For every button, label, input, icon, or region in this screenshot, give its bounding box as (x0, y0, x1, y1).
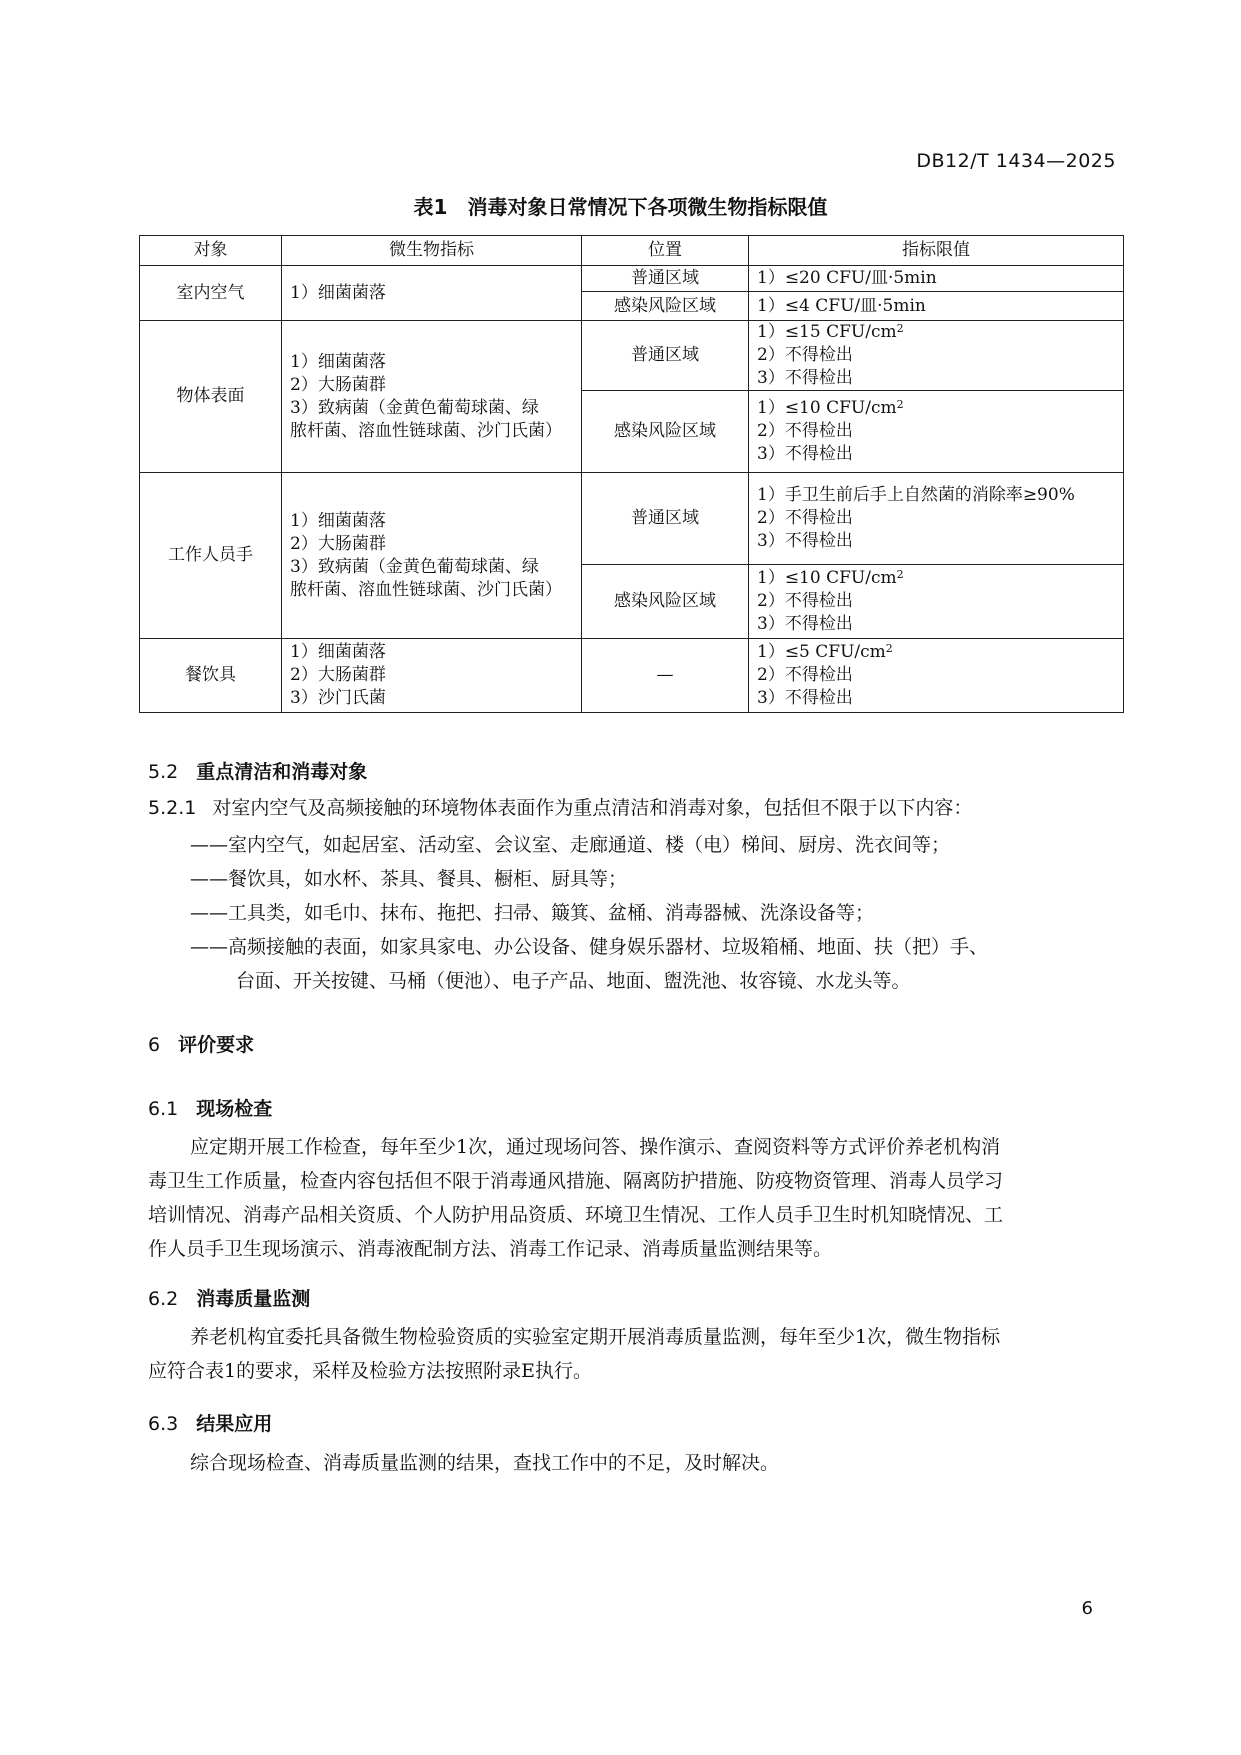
section-title: 结果应用 (196, 1413, 273, 1435)
location-cell: — (582, 639, 749, 713)
object-cell: 工作人员手 (140, 473, 282, 639)
limit-line: 3）不得检出 (757, 444, 853, 464)
indicator-line: 3）沙门氏菌 (290, 688, 386, 708)
section-title: 现场检查 (196, 1098, 273, 1120)
document-id: DB12/T 1434—2025 (916, 150, 1116, 172)
table-row (140, 473, 1124, 565)
column-header: 微生物指标 (282, 236, 582, 266)
paragraph-line: 养老机构宜委托具备微生物检验资质的实验室定期开展消毒质量监测，每年至少1次，微生物指标 (190, 1326, 1001, 1348)
list-item: ——工具类，如毛巾、抹布、拖把、扫帚、簸箕、盆桶、消毒器械、洗涤设备等； (190, 902, 875, 924)
indicator-line: 脓杆菌、溶血性链球菌、沙门氏菌） (290, 579, 562, 600)
limit-line: 3）不得检出 (757, 368, 853, 388)
section-number: 6.3 (148, 1413, 179, 1435)
table-header-row (140, 236, 1124, 266)
location-cell: 普通区域 (582, 321, 749, 391)
paragraph-6-2 (148, 1320, 1108, 1388)
limit-line: 2）不得检出 (757, 665, 853, 685)
paragraph-6-3: 综合现场检查、消毒质量监测的结果，查找工作中的不足，及时解决。 (190, 1452, 780, 1474)
indicator-line: 3）致病菌（金黄色葡萄球菌、绿 (290, 397, 539, 418)
section-number: 6.2 (148, 1288, 179, 1310)
limit-line: 2）不得检出 (757, 345, 853, 365)
section-title: 重点清洁和消毒对象 (196, 761, 368, 783)
limit-line: 1）≤10 CFU/$cm^2$ (757, 398, 904, 418)
indicator-line: 1）细菌菌落 (290, 642, 386, 662)
paragraph-line: 作人员手卫生现场演示、消毒液配制方法、消毒工作记录、消毒质量监测结果等。 (148, 1238, 833, 1260)
indicator-line: 2）大肠菌群 (290, 374, 386, 395)
location-cell: 感染风险区域 (582, 565, 749, 639)
limit-line: 1）≤5 CFU/$cm^2$ (757, 642, 893, 662)
section-heading-6-2 (148, 1284, 310, 1311)
table-row (140, 321, 1124, 391)
location-cell: 感染风险区域 (582, 292, 749, 321)
indicator-line: 2）大肠菌群 (290, 665, 386, 685)
limit-cell (749, 292, 1124, 321)
section-heading-6-3 (148, 1409, 272, 1436)
location-cell: 普通区域 (582, 266, 749, 292)
limit-cell (749, 321, 1124, 391)
section-heading-6 (148, 1030, 254, 1057)
paragraph-6-1 (148, 1130, 1108, 1266)
limit-line: 2）不得检出 (757, 591, 853, 611)
limit-cell (749, 639, 1124, 713)
paragraph-line: 毒卫生工作质量，检查内容包括但不限于消毒通风措施、隔离防护措施、防疫物资管理、消毒人员学习 (148, 1170, 1004, 1192)
column-header: 指标限值 (749, 236, 1124, 266)
limit-cell (749, 473, 1124, 565)
limit-line: 1）≤10 CFU/$cm^2$ (757, 568, 904, 588)
object-cell: 物体表面 (140, 321, 282, 473)
table-row (140, 639, 1124, 713)
limit-line: 3）不得检出 (757, 531, 853, 551)
limit-line: 1）≤4 CFU/皿·5min (757, 295, 926, 316)
indicator-line: 脓杆菌、溶血性链球菌、沙门氏菌） (290, 420, 562, 441)
section-heading-6-1 (148, 1094, 272, 1121)
section-heading-5-2 (148, 757, 367, 784)
limit-cell (749, 391, 1124, 473)
section-number: 6 (148, 1034, 161, 1056)
table-row (140, 266, 1124, 292)
indicator-cell (282, 473, 582, 639)
subsection-5-2-1 (148, 795, 972, 821)
limit-cell (749, 565, 1124, 639)
indicator-line: 2）大肠菌群 (290, 533, 386, 554)
limit-line: 1）≤15 CFU/$cm^2$ (757, 322, 904, 342)
limit-cell (749, 266, 1124, 292)
microbial-limits-table (139, 235, 1124, 713)
indicator-line: 3）致病菌（金黄色葡萄球菌、绿 (290, 556, 539, 577)
list-item: ——高频接触的表面，如家具家电、办公设备、健身娱乐器材、垃圾箱桶、地面、扶（把）手、 (190, 936, 989, 958)
limit-line: 1）手卫生前后手上自然菌的消除率≥90% (757, 485, 1075, 505)
limit-line: 2）不得检出 (757, 508, 853, 528)
indicator-line: 1）细菌菌落 (290, 510, 386, 531)
section-title: 评价要求 (178, 1034, 255, 1056)
indicator-cell (282, 321, 582, 473)
limit-line: 2）不得检出 (757, 421, 853, 441)
location-cell: 普通区域 (582, 473, 749, 565)
superscript: 2 (896, 398, 904, 411)
section-title: 消毒质量监测 (196, 1288, 311, 1310)
list-item-continuation: 台面、开关按键、马桶（便池）、电子产品、地面、盥洗池、妆容镜、水龙头等。 (236, 970, 911, 992)
paragraph-line: 应定期开展工作检查，每年至少1次，通过现场问答、操作演示、查阅资料等方式评价养老机构消 (190, 1136, 1001, 1158)
list-item: ——室内空气，如起居室、活动室、会议室、走廊通道、楼（电）梯间、厨房、洗衣间等； (190, 834, 951, 856)
indicator-cell (282, 639, 582, 713)
subsection-text: 对室内空气及高频接触的环境物体表面作为重点清洁和消毒对象，包括但不限于以下内容： (212, 797, 973, 819)
subsection-number: 5.2.1 (148, 797, 197, 819)
indicator-line: 1）细菌菌落 (290, 351, 386, 372)
location-cell: 感染风险区域 (582, 391, 749, 473)
table-title: 表1 消毒对象日常情况下各项微生物指标限值 (413, 195, 828, 219)
page-number: 6 (1081, 1598, 1093, 1619)
superscript: 2 (896, 568, 904, 581)
indicator-line: 1）细菌菌落 (290, 282, 386, 303)
superscript: 2 (885, 642, 893, 655)
indicator-cell (282, 266, 582, 321)
limit-line: 3）不得检出 (757, 688, 853, 708)
column-header: 位置 (582, 236, 749, 266)
limit-line: 1）≤20 CFU/皿·5min (757, 268, 937, 288)
limit-line: 3）不得检出 (757, 614, 853, 634)
section-number: 6.1 (148, 1098, 179, 1120)
object-cell: 室内空气 (140, 266, 282, 321)
section-number: 5.2 (148, 761, 179, 783)
superscript: 2 (896, 322, 904, 335)
column-header: 对象 (140, 236, 282, 266)
paragraph-line: 培训情况、消毒产品相关资质、个人防护用品资质、环境卫生情况、工作人员手卫生时机知晓情况、工 (148, 1204, 1004, 1226)
object-cell: 餐饮具 (140, 639, 282, 713)
list-item: ——餐饮具，如水杯、茶具、餐具、橱柜、厨具等； (190, 868, 628, 890)
paragraph-line: 应符合表1的要求，采样及检验方法按照附录E执行。 (148, 1360, 592, 1382)
